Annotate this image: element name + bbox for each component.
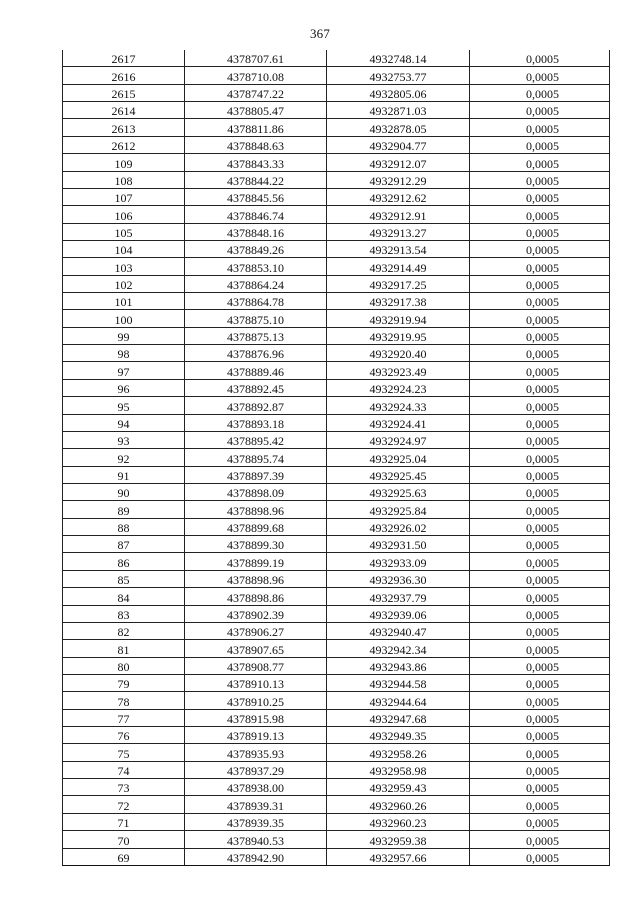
accuracy-cell: 0,0005 [470, 310, 610, 327]
y-coordinate-cell: 4932748.14 [327, 50, 470, 67]
point-number-cell: 2614 [63, 102, 185, 119]
y-coordinate-cell: 4932937.79 [327, 588, 470, 605]
point-number-cell: 89 [63, 501, 185, 518]
x-coordinate-cell: 4378844.22 [185, 171, 327, 188]
point-number-cell: 82 [63, 622, 185, 639]
x-coordinate-cell: 4378892.45 [185, 379, 327, 396]
point-number-cell: 109 [63, 154, 185, 171]
point-number-cell: 75 [63, 744, 185, 761]
y-coordinate-cell: 4932923.49 [327, 362, 470, 379]
y-coordinate-cell: 4932805.06 [327, 84, 470, 101]
x-coordinate-cell: 4378907.65 [185, 640, 327, 657]
x-coordinate-cell: 4378853.10 [185, 258, 327, 275]
y-coordinate-cell: 4932942.34 [327, 640, 470, 657]
x-coordinate-cell: 4378892.87 [185, 397, 327, 414]
accuracy-cell: 0,0005 [470, 744, 610, 761]
y-coordinate-cell: 4932924.33 [327, 397, 470, 414]
accuracy-cell: 0,0005 [470, 431, 610, 448]
table-row [63, 136, 610, 153]
y-coordinate-cell: 4932944.58 [327, 674, 470, 691]
x-coordinate-cell: 4378910.25 [185, 692, 327, 709]
table-row [63, 206, 610, 223]
point-number-cell: 101 [63, 293, 185, 310]
point-number-cell: 81 [63, 640, 185, 657]
table-row [63, 449, 610, 466]
table-row [63, 379, 610, 396]
table-row [63, 397, 610, 414]
table-row [63, 188, 610, 205]
y-coordinate-cell: 4932957.66 [327, 848, 470, 865]
point-number-cell: 98 [63, 345, 185, 362]
x-coordinate-cell: 4378898.86 [185, 588, 327, 605]
y-coordinate-cell: 4932913.54 [327, 240, 470, 257]
y-coordinate-cell: 4932924.23 [327, 379, 470, 396]
x-coordinate-cell: 4378876.96 [185, 345, 327, 362]
y-coordinate-cell: 4932919.95 [327, 327, 470, 344]
point-number-cell: 95 [63, 397, 185, 414]
accuracy-cell: 0,0005 [470, 761, 610, 778]
table-row [63, 727, 610, 744]
table-row [63, 796, 610, 813]
y-coordinate-cell: 4932904.77 [327, 136, 470, 153]
x-coordinate-cell: 4378919.13 [185, 727, 327, 744]
table-row [63, 518, 610, 535]
accuracy-cell: 0,0005 [470, 67, 610, 84]
y-coordinate-cell: 4932960.26 [327, 796, 470, 813]
x-coordinate-cell: 4378849.26 [185, 240, 327, 257]
table-row [63, 119, 610, 136]
y-coordinate-cell: 4932960.23 [327, 813, 470, 830]
accuracy-cell: 0,0005 [470, 154, 610, 171]
y-coordinate-cell: 4932958.98 [327, 761, 470, 778]
y-coordinate-cell: 4932912.29 [327, 171, 470, 188]
point-number-cell: 86 [63, 553, 185, 570]
accuracy-cell: 0,0005 [470, 640, 610, 657]
point-number-cell: 100 [63, 310, 185, 327]
y-coordinate-cell: 4932920.40 [327, 345, 470, 362]
table-row [63, 657, 610, 674]
table-row [63, 223, 610, 240]
x-coordinate-cell: 4378899.68 [185, 518, 327, 535]
coordinates-table-body [63, 50, 610, 865]
x-coordinate-cell: 4378710.08 [185, 67, 327, 84]
accuracy-cell: 0,0005 [470, 536, 610, 553]
accuracy-cell: 0,0005 [470, 483, 610, 500]
point-number-cell: 103 [63, 258, 185, 275]
accuracy-cell: 0,0005 [470, 709, 610, 726]
point-number-cell: 93 [63, 431, 185, 448]
table-row [63, 50, 610, 67]
x-coordinate-cell: 4378848.16 [185, 223, 327, 240]
x-coordinate-cell: 4378843.33 [185, 154, 327, 171]
y-coordinate-cell: 4932912.91 [327, 206, 470, 223]
accuracy-cell: 0,0005 [470, 102, 610, 119]
accuracy-cell: 0,0005 [470, 327, 610, 344]
accuracy-cell: 0,0005 [470, 397, 610, 414]
x-coordinate-cell: 4378940.53 [185, 831, 327, 848]
x-coordinate-cell: 4378875.10 [185, 310, 327, 327]
accuracy-cell: 0,0005 [470, 831, 610, 848]
point-number-cell: 83 [63, 605, 185, 622]
x-coordinate-cell: 4378898.09 [185, 483, 327, 500]
table-row [63, 622, 610, 639]
accuracy-cell: 0,0005 [470, 622, 610, 639]
x-coordinate-cell: 4378895.74 [185, 449, 327, 466]
accuracy-cell: 0,0005 [470, 206, 610, 223]
x-coordinate-cell: 4378893.18 [185, 414, 327, 431]
point-number-cell: 90 [63, 483, 185, 500]
table-row [63, 67, 610, 84]
table-row [63, 414, 610, 431]
accuracy-cell: 0,0005 [470, 727, 610, 744]
y-coordinate-cell: 4932912.62 [327, 188, 470, 205]
point-number-cell: 72 [63, 796, 185, 813]
x-coordinate-cell: 4378939.31 [185, 796, 327, 813]
table-row [63, 431, 610, 448]
point-number-cell: 2615 [63, 84, 185, 101]
accuracy-cell: 0,0005 [470, 605, 610, 622]
x-coordinate-cell: 4378897.39 [185, 466, 327, 483]
x-coordinate-cell: 4378845.56 [185, 188, 327, 205]
point-number-cell: 71 [63, 813, 185, 830]
y-coordinate-cell: 4932924.97 [327, 431, 470, 448]
x-coordinate-cell: 4378747.22 [185, 84, 327, 101]
x-coordinate-cell: 4378937.29 [185, 761, 327, 778]
y-coordinate-cell: 4932933.09 [327, 553, 470, 570]
table-row [63, 761, 610, 778]
point-number-cell: 2617 [63, 50, 185, 67]
table-row [63, 674, 610, 691]
x-coordinate-cell: 4378846.74 [185, 206, 327, 223]
point-number-cell: 85 [63, 570, 185, 587]
point-number-cell: 2612 [63, 136, 185, 153]
accuracy-cell: 0,0005 [470, 223, 610, 240]
accuracy-cell: 0,0005 [470, 692, 610, 709]
coordinates-table [62, 50, 610, 866]
y-coordinate-cell: 4932926.02 [327, 518, 470, 535]
accuracy-cell: 0,0005 [470, 379, 610, 396]
accuracy-cell: 0,0005 [470, 848, 610, 865]
accuracy-cell: 0,0005 [470, 796, 610, 813]
y-coordinate-cell: 4932958.26 [327, 744, 470, 761]
x-coordinate-cell: 4378898.96 [185, 570, 327, 587]
point-number-cell: 94 [63, 414, 185, 431]
point-number-cell: 79 [63, 674, 185, 691]
x-coordinate-cell: 4378935.93 [185, 744, 327, 761]
y-coordinate-cell: 4932959.43 [327, 779, 470, 796]
point-number-cell: 88 [63, 518, 185, 535]
x-coordinate-cell: 4378811.86 [185, 119, 327, 136]
table-row [63, 709, 610, 726]
table-row [63, 466, 610, 483]
point-number-cell: 92 [63, 449, 185, 466]
x-coordinate-cell: 4378707.61 [185, 50, 327, 67]
x-coordinate-cell: 4378864.78 [185, 293, 327, 310]
accuracy-cell: 0,0005 [470, 171, 610, 188]
y-coordinate-cell: 4932949.35 [327, 727, 470, 744]
table-row [63, 536, 610, 553]
table-row [63, 640, 610, 657]
accuracy-cell: 0,0005 [470, 293, 610, 310]
x-coordinate-cell: 4378848.63 [185, 136, 327, 153]
point-number-cell: 74 [63, 761, 185, 778]
x-coordinate-cell: 4378908.77 [185, 657, 327, 674]
y-coordinate-cell: 4932924.41 [327, 414, 470, 431]
point-number-cell: 87 [63, 536, 185, 553]
accuracy-cell: 0,0005 [470, 414, 610, 431]
y-coordinate-cell: 4932940.47 [327, 622, 470, 639]
accuracy-cell: 0,0005 [470, 258, 610, 275]
x-coordinate-cell: 4378899.30 [185, 536, 327, 553]
y-coordinate-cell: 4932753.77 [327, 67, 470, 84]
x-coordinate-cell: 4378898.96 [185, 501, 327, 518]
point-number-cell: 99 [63, 327, 185, 344]
y-coordinate-cell: 4932936.30 [327, 570, 470, 587]
table-row [63, 293, 610, 310]
accuracy-cell: 0,0005 [470, 466, 610, 483]
y-coordinate-cell: 4932944.64 [327, 692, 470, 709]
point-number-cell: 104 [63, 240, 185, 257]
table-row [63, 779, 610, 796]
point-number-cell: 76 [63, 727, 185, 744]
accuracy-cell: 0,0005 [470, 674, 610, 691]
table-row [63, 848, 610, 865]
point-number-cell: 107 [63, 188, 185, 205]
point-number-cell: 106 [63, 206, 185, 223]
y-coordinate-cell: 4932939.06 [327, 605, 470, 622]
table-row [63, 570, 610, 587]
y-coordinate-cell: 4932871.03 [327, 102, 470, 119]
accuracy-cell: 0,0005 [470, 136, 610, 153]
x-coordinate-cell: 4378938.00 [185, 779, 327, 796]
point-number-cell: 69 [63, 848, 185, 865]
accuracy-cell: 0,0005 [470, 553, 610, 570]
table-row [63, 258, 610, 275]
accuracy-cell: 0,0005 [470, 188, 610, 205]
table-row [63, 102, 610, 119]
table-row [63, 553, 610, 570]
x-coordinate-cell: 4378875.13 [185, 327, 327, 344]
y-coordinate-cell: 4932925.63 [327, 483, 470, 500]
x-coordinate-cell: 4378942.90 [185, 848, 327, 865]
table-row [63, 501, 610, 518]
y-coordinate-cell: 4932917.25 [327, 275, 470, 292]
table-row [63, 275, 610, 292]
y-coordinate-cell: 4932959.38 [327, 831, 470, 848]
y-coordinate-cell: 4932917.38 [327, 293, 470, 310]
accuracy-cell: 0,0005 [470, 50, 610, 67]
accuracy-cell: 0,0005 [470, 657, 610, 674]
table-row [63, 327, 610, 344]
table-row [63, 483, 610, 500]
point-number-cell: 108 [63, 171, 185, 188]
y-coordinate-cell: 4932925.04 [327, 449, 470, 466]
point-number-cell: 78 [63, 692, 185, 709]
accuracy-cell: 0,0005 [470, 362, 610, 379]
table-row [63, 744, 610, 761]
table-row [63, 240, 610, 257]
accuracy-cell: 0,0005 [470, 449, 610, 466]
point-number-cell: 2613 [63, 119, 185, 136]
accuracy-cell: 0,0005 [470, 518, 610, 535]
x-coordinate-cell: 4378939.35 [185, 813, 327, 830]
table-row [63, 310, 610, 327]
y-coordinate-cell: 4932943.86 [327, 657, 470, 674]
accuracy-cell: 0,0005 [470, 240, 610, 257]
x-coordinate-cell: 4378899.19 [185, 553, 327, 570]
table-row [63, 84, 610, 101]
x-coordinate-cell: 4378915.98 [185, 709, 327, 726]
point-number-cell: 91 [63, 466, 185, 483]
table-row [63, 831, 610, 848]
accuracy-cell: 0,0005 [470, 570, 610, 587]
table-row [63, 813, 610, 830]
x-coordinate-cell: 4378805.47 [185, 102, 327, 119]
point-number-cell: 97 [63, 362, 185, 379]
table-row [63, 171, 610, 188]
table-row [63, 362, 610, 379]
x-coordinate-cell: 4378906.27 [185, 622, 327, 639]
point-number-cell: 2616 [63, 67, 185, 84]
accuracy-cell: 0,0005 [470, 275, 610, 292]
y-coordinate-cell: 4932925.84 [327, 501, 470, 518]
accuracy-cell: 0,0005 [470, 119, 610, 136]
accuracy-cell: 0,0005 [470, 779, 610, 796]
point-number-cell: 77 [63, 709, 185, 726]
point-number-cell: 70 [63, 831, 185, 848]
point-number-cell: 80 [63, 657, 185, 674]
accuracy-cell: 0,0005 [470, 84, 610, 101]
accuracy-cell: 0,0005 [470, 813, 610, 830]
y-coordinate-cell: 4932878.05 [327, 119, 470, 136]
accuracy-cell: 0,0005 [470, 588, 610, 605]
y-coordinate-cell: 4932925.45 [327, 466, 470, 483]
y-coordinate-cell: 4932912.07 [327, 154, 470, 171]
point-number-cell: 73 [63, 779, 185, 796]
x-coordinate-cell: 4378902.39 [185, 605, 327, 622]
y-coordinate-cell: 4932913.27 [327, 223, 470, 240]
x-coordinate-cell: 4378910.13 [185, 674, 327, 691]
accuracy-cell: 0,0005 [470, 501, 610, 518]
y-coordinate-cell: 4932947.68 [327, 709, 470, 726]
x-coordinate-cell: 4378895.42 [185, 431, 327, 448]
y-coordinate-cell: 4932931.50 [327, 536, 470, 553]
accuracy-cell: 0,0005 [470, 345, 610, 362]
point-number-cell: 96 [63, 379, 185, 396]
table-row [63, 605, 610, 622]
y-coordinate-cell: 4932914.49 [327, 258, 470, 275]
point-number-cell: 102 [63, 275, 185, 292]
page-number: 367 [309, 26, 331, 41]
table-row [63, 588, 610, 605]
table-row [63, 154, 610, 171]
table-row [63, 345, 610, 362]
x-coordinate-cell: 4378889.46 [185, 362, 327, 379]
table-row [63, 692, 610, 709]
y-coordinate-cell: 4932919.94 [327, 310, 470, 327]
point-number-cell: 105 [63, 223, 185, 240]
point-number-cell: 84 [63, 588, 185, 605]
x-coordinate-cell: 4378864.24 [185, 275, 327, 292]
